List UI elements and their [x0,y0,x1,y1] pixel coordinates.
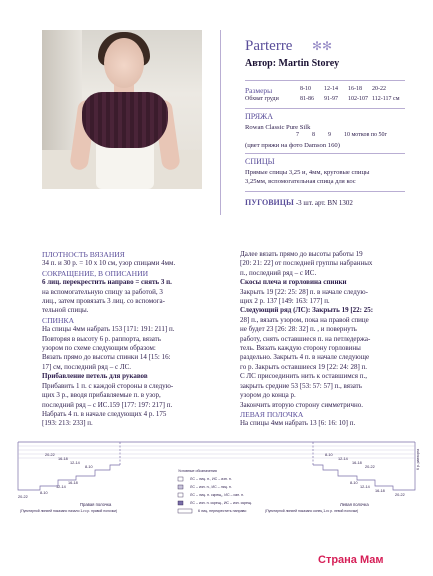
text-line: Набрать 4 п. в начале следующих 4 р. 175 [42,409,167,418]
text-line: 6 лиц. перекрестить направо = снять 3 п. [42,278,172,287]
text-line: Скосы плеча и горловина спинки [240,278,347,287]
text-line: лиц., затем провязать 3 лиц. со вспомога- [42,297,165,306]
text-line: последний ряд – с ИС.159 [177: 197: 217] п. [42,400,173,409]
text-line: на вспомогательную спицу за работой, 3 [42,287,163,296]
text-line: п., последний ряд – с ИС. [240,268,317,277]
pattern-title: Parterre [245,38,293,54]
svg-text:ЛС – лиц. п. скрещ., ИС – изн.: ЛС – лиц. п. скрещ., ИС – изн. п. [190,493,245,497]
author: Автор: Martin Storey [245,58,340,69]
svg-text:ЛС – лиц. п., ИС – изн. п.: ЛС – лиц. п., ИС – изн. п. [190,477,232,481]
svg-text:12-14: 12-14 [56,485,66,489]
text-line: СПИНКА [42,315,75,325]
text-line: тель. Вязать каждую сторону горловины [240,344,361,353]
svg-text:16-18: 16-18 [352,461,362,465]
girth-values: 81-86 91-97 102-107 112-117 см [300,96,400,102]
text-line: работу, снять оставшиеся п. на петледержа- [240,334,371,343]
text-line: Повторяя в высоту 6 р. раппорта, вязать [42,334,161,343]
svg-text:8-10: 8-10 [350,481,358,485]
needles-heading: СПИЦЫ [245,157,275,166]
buttons-line: ПУГОВИЦЫ -3 шт. арт. BN 1302 [245,198,353,207]
knitting-chart [10,430,423,550]
yarn-color: (цвет пряжи на фото Damson 160) [245,142,340,149]
text-line: [20: 21: 22] от последней группы набранных [240,259,373,268]
divider [245,153,405,154]
text-line: закрыть средние 53 [53: 57: 57] п., вязать [240,381,362,390]
repeat-label: 6 р. раппорта [416,448,420,470]
text-line: На спицы 4мм набрать 153 [171: 191: 211] п. [42,325,175,334]
divider [245,108,405,109]
svg-text:20-22: 20-22 [395,493,405,497]
text-line: тельной спицы. [42,306,89,315]
svg-text:8-10: 8-10 [40,491,48,495]
text-line: На спицы 4мм набрать 13 [6: 16: 10] п. [240,419,356,428]
left-caption: Правая полочка [80,502,112,507]
text-line: щих 2 р. 137 [149: 163: 177] п. [240,297,330,306]
right-caption: Левая полочка [340,502,369,507]
site-watermark: Страна Мам [318,554,384,566]
right-column [240,250,425,429]
right-note: (Пунктирной линией показано конец 1-го р. левой полочки) [265,509,359,513]
needles-line1: Прямые спицы 3,25 и, 4мм, круговые спицы [245,169,370,176]
girth-label: Обхват груди [245,96,279,102]
text-line: Прибавить 1 п. с каждой стороны в следую- [42,381,174,390]
text-line: СОКРАЩЕНИЕ, В ОПИСАНИИ [42,268,149,278]
chart-grid [18,446,415,458]
chart-legend [178,469,252,513]
svg-text:ЛС – изн. п. скрещ., ИС – изн.: ЛС – изн. п. скрещ., ИС – изн. скрещ. [190,501,252,505]
svg-text:8-10: 8-10 [85,465,93,469]
text-line: 34 п. и 30 р. = 10 х 10 см, узор спицами 4мм. [42,259,176,268]
svg-text:12-14: 12-14 [360,485,370,489]
left-column [42,250,222,429]
divider [245,191,405,192]
text-line: Следующий ряд (ЛС): Закрыть 19 [22: 25: [240,306,374,315]
text-line: 28] п., вязать узором, пока на правой спице [240,315,369,324]
divider [245,80,405,81]
text-line: раздельно. Закрыть 4 п. в начале следующе [240,353,370,362]
model-photo [42,30,202,189]
text-line: ЛЕВАЯ ПОЛОЧКА [240,409,304,419]
text-line: Закончить вторую сторону симметрично. [240,400,363,409]
left-size-labels [18,453,117,513]
sizes-values: 8-10 12-14 16-18 20-22 [300,86,386,92]
divider-line [220,30,221,215]
svg-text:20-22: 20-22 [365,465,375,469]
svg-text:12-14: 12-14 [70,461,80,465]
svg-text:16-18: 16-18 [58,457,68,461]
yarn-heading: ПРЯЖА [245,112,274,121]
legend-title: Условные обозначения [178,469,217,473]
text-line: 17] см, последний ряд – с ЛС. [42,362,132,371]
svg-text:6 лиц. перекрестить направо: 6 лиц. перекрестить направо [198,509,247,513]
svg-text:16-18: 16-18 [68,481,78,485]
text-line: узором по схеме следующим образом: [42,344,156,353]
svg-text:20-22: 20-22 [45,453,55,457]
svg-text:8-10: 8-10 [325,453,333,457]
text-line: щих 3 р., вводя прибавляемые п. в узор, [42,391,161,400]
yarn-brand: Rowan Classic Pure Silk [245,124,311,131]
svg-text:16-18: 16-18 [375,489,385,493]
yarn-amounts: 7 8 9 10 мотков по 50г [296,132,387,138]
stars-icon: ✻✻ [312,39,333,53]
right-size-labels [265,453,405,513]
text-line: Закрыть 19 [22: 25: 28] п. в начале следую- [240,287,368,296]
svg-text:20-22: 20-22 [18,495,28,499]
left-note: (Пунктирной линией показано начало 1-го р. правой полочки) [20,509,118,513]
text-line: узором до конца р. [240,391,296,400]
text-line: Вязать прямо до высоты спинки 14 [15: 16: [42,353,171,362]
svg-text:ЛС – изн. п., ИС – лиц. п.: ЛС – изн. п., ИС – лиц. п. [190,485,232,489]
sizes-label: Размеры [245,86,273,95]
text-line: го р. Закрыть оставшиеся 19 [22: 24: 28] п. [240,362,368,371]
text-line: Прибавление петель для рукавов [42,372,148,381]
svg-text:12-14: 12-14 [338,457,348,461]
text-line: не будет 23 [26: 28: 32] п. , и повернуть [240,325,357,334]
text-line: С ЛС присоединить нить к оставшимся п., [240,372,367,381]
text-line: [193: 213: 233] п. [42,419,93,428]
text-line: ПЛОТНОСТЬ ВЯЗАНИЯ [42,250,125,259]
needles-line2: 3,25мм, вспомогательная спица для кос [245,178,356,185]
text-line: Далее вязать прямо до высоты работы 19 [240,250,363,258]
